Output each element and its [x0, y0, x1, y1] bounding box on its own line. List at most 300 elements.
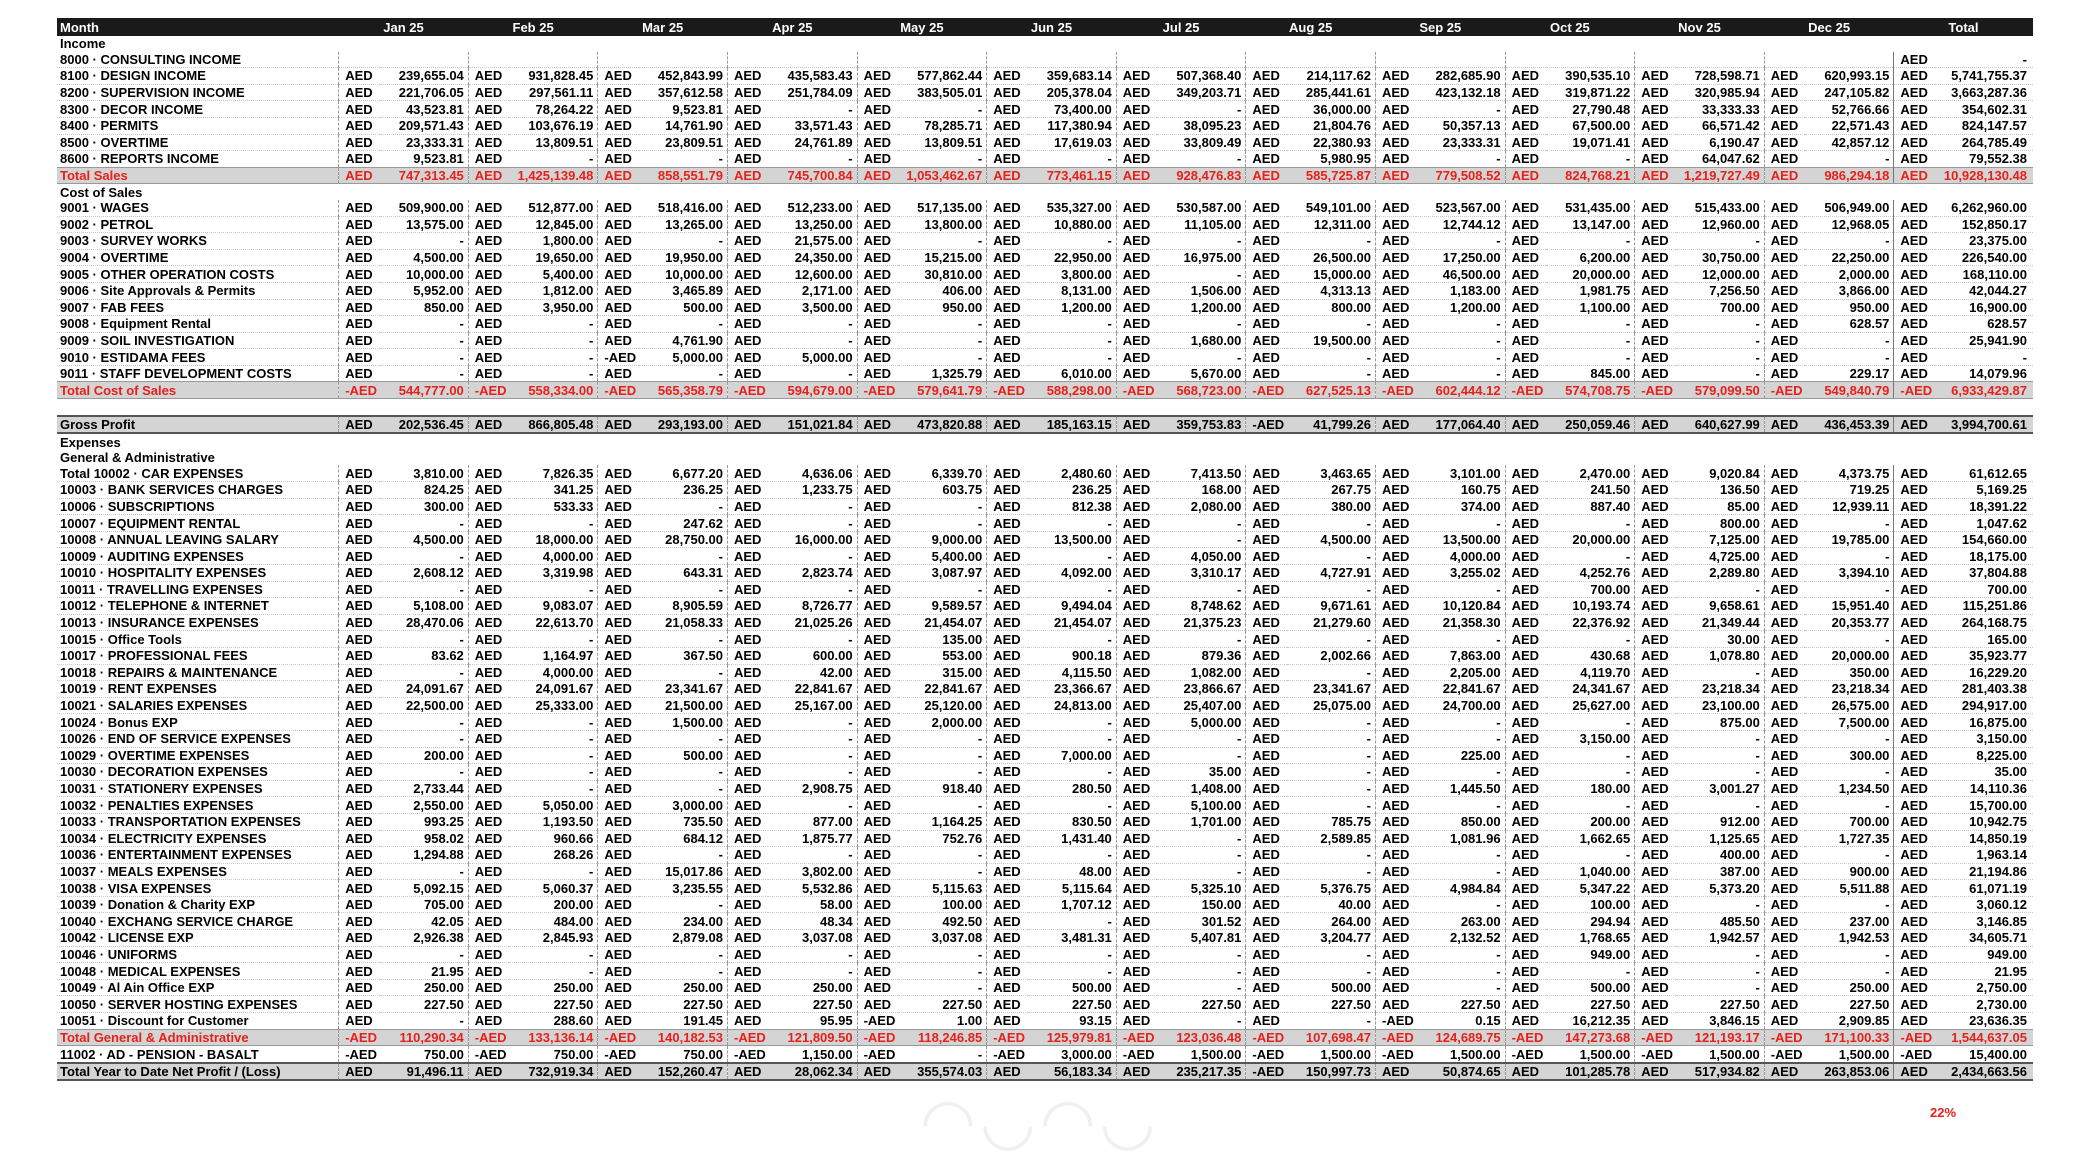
currency-cell: -AED	[987, 382, 1028, 399]
currency-cell: AED	[1635, 946, 1676, 963]
amount-cell: 21,058.33	[639, 614, 728, 631]
amount-cell: 2,470.00	[1546, 465, 1635, 481]
currency-cell: AED	[1764, 664, 1805, 681]
total-amount-cell: 152,850.17	[1935, 216, 2033, 233]
amount-cell: 812.38	[1028, 498, 1117, 515]
currency-cell: AED	[339, 416, 380, 434]
income-section-label: Income	[60, 36, 106, 52]
amount-cell: 300.00	[380, 498, 469, 515]
amount-cell: 9,083.07	[509, 598, 598, 615]
currency-cell: AED	[1764, 134, 1805, 151]
amount-cell: 9,523.81	[380, 151, 469, 168]
currency-cell: AED	[1635, 747, 1676, 764]
currency-cell: AED	[598, 531, 639, 548]
amount-cell: 10,000.00	[639, 266, 728, 283]
currency-cell: AED	[1246, 797, 1287, 814]
amount-cell: 5,050.00	[509, 797, 598, 814]
amount-cell: 918.40	[898, 780, 987, 797]
amount-cell: 533.33	[509, 498, 598, 515]
currency-cell: AED	[1116, 68, 1157, 85]
currency-cell: AED	[1635, 316, 1676, 333]
amount-cell: -	[639, 151, 728, 168]
currency-cell: AED	[857, 847, 898, 864]
amount-cell: 4,000.00	[1416, 548, 1505, 565]
amount-cell: 191.45	[639, 1013, 728, 1030]
currency-cell: AED	[598, 266, 639, 283]
total-currency-cell: AED	[1894, 249, 1935, 266]
amount-cell: -	[768, 797, 857, 814]
amount-cell: -	[639, 764, 728, 781]
currency-cell: AED	[1764, 714, 1805, 731]
currency-cell: AED	[1764, 979, 1805, 996]
amount-cell: -	[898, 764, 987, 781]
amount-cell: 643.31	[639, 565, 728, 582]
amount-cell: 30,750.00	[1676, 249, 1765, 266]
amount-cell: 46,500.00	[1416, 266, 1505, 283]
amount-cell: 24,700.00	[1416, 697, 1505, 714]
row-label: 10008 · ANNUAL LEAVING SALARY	[57, 531, 339, 548]
currency-cell: AED	[1246, 134, 1287, 151]
currency-cell: AED	[728, 365, 769, 382]
currency-cell: AED	[1505, 614, 1546, 631]
amount-cell: 23,366.67	[1028, 681, 1117, 698]
currency-cell: AED	[1246, 332, 1287, 349]
currency-cell: AED	[1116, 797, 1157, 814]
currency-cell: AED	[857, 332, 898, 349]
amount-cell: -	[1676, 896, 1765, 913]
amount-cell: 845.00	[1546, 365, 1635, 382]
amount-cell: 866,805.48	[509, 416, 598, 434]
month-header-7: Jul 25	[1116, 18, 1246, 36]
total-currency-cell: -AED	[1894, 1029, 1935, 1046]
amount-cell: 229.17	[1805, 365, 1894, 382]
currency-cell: AED	[1505, 996, 1546, 1013]
currency-cell: AED	[1116, 266, 1157, 283]
profit-loss-table	[57, 18, 2033, 1081]
total-amount-cell: 61,071.19	[1935, 880, 2033, 897]
currency-cell: AED	[1764, 830, 1805, 847]
amount-cell: 517,135.00	[898, 200, 987, 216]
cost-row	[57, 316, 2033, 333]
currency-cell: AED	[728, 515, 769, 532]
currency-cell: AED	[728, 581, 769, 598]
currency-cell: AED	[1246, 946, 1287, 963]
row-label: 10046 · UNIFORMS	[57, 946, 339, 963]
currency-cell: AED	[1116, 216, 1157, 233]
amount-cell: 52,766.66	[1805, 101, 1894, 118]
amount-cell: 355,574.03	[898, 1063, 987, 1081]
total-amount-cell: 14,110.36	[1935, 780, 2033, 797]
amount-cell: 250.00	[1805, 979, 1894, 996]
currency-cell: AED	[728, 167, 769, 184]
total-currency-cell: AED	[1894, 581, 1935, 598]
amount-cell: 4,373.75	[1805, 465, 1894, 481]
amount-cell: -	[1287, 847, 1376, 864]
income-row	[57, 101, 2033, 118]
currency-cell: AED	[1246, 714, 1287, 731]
amount-cell: 5,000.00	[768, 349, 857, 366]
expense-row	[57, 515, 2033, 532]
amount-cell: 48.34	[768, 913, 857, 930]
row-label: 10040 · EXCHANG SERVICE CHARGE	[57, 913, 339, 930]
row-label: 10010 · HOSPITALITY EXPENSES	[57, 565, 339, 582]
currency-cell: AED	[1635, 664, 1676, 681]
row-label: 10007 · EQUIPMENT RENTAL	[57, 515, 339, 532]
currency-cell: AED	[339, 266, 380, 283]
currency-cell: AED	[468, 614, 509, 631]
amount-cell: 452,843.99	[639, 68, 728, 85]
row-label: 10051 · Discount for Customer	[57, 1013, 339, 1030]
amount-cell: 3,255.02	[1416, 565, 1505, 582]
total-currency-cell: AED	[1894, 515, 1935, 532]
currency-cell: AED	[1116, 565, 1157, 582]
currency-cell: AED	[857, 647, 898, 664]
currency-cell: AED	[1505, 531, 1546, 548]
amount-cell: 3,394.10	[1805, 565, 1894, 582]
amount-cell: 4,761.90	[639, 332, 728, 349]
total-currency-cell: AED	[1894, 681, 1935, 698]
amount-cell: 20,353.77	[1805, 614, 1894, 631]
total-amount-cell: 15,700.00	[1935, 797, 2033, 814]
amount-cell: 2,550.00	[380, 797, 469, 814]
amount-cell: 4,119.70	[1546, 664, 1635, 681]
amount-cell: 205,378.04	[1028, 84, 1117, 101]
amount-cell: 121,809.50	[768, 1029, 857, 1046]
currency-cell: AED	[857, 68, 898, 85]
currency-cell: AED	[1375, 631, 1416, 648]
amount-cell: -	[1546, 515, 1635, 532]
currency-cell: AED	[1505, 647, 1546, 664]
currency-cell: AED	[339, 249, 380, 266]
amount-cell: 227.50	[380, 996, 469, 1013]
currency-cell: AED	[857, 979, 898, 996]
amount-cell: -	[1676, 797, 1765, 814]
currency-cell: AED	[1764, 282, 1805, 299]
amount-cell: 13,147.00	[1546, 216, 1635, 233]
amount-cell: -	[509, 747, 598, 764]
currency-cell: AED	[1375, 946, 1416, 963]
total-amount-cell: 6,933,429.87	[1935, 382, 2033, 399]
currency-cell: AED	[1505, 631, 1546, 648]
currency-cell: AED	[728, 282, 769, 299]
amount-cell: -	[1287, 1013, 1376, 1030]
amount-cell: 16,975.00	[1157, 249, 1246, 266]
currency-cell: AED	[1764, 515, 1805, 532]
currency-cell: AED	[1635, 913, 1676, 930]
amount-cell: 1,294.88	[380, 847, 469, 864]
currency-cell: AED	[598, 134, 639, 151]
currency-cell: AED	[339, 101, 380, 118]
total-currency-cell: AED	[1894, 797, 1935, 814]
currency-cell: AED	[339, 946, 380, 963]
amount-cell: 33,571.43	[768, 117, 857, 134]
total-currency-cell: AED	[1894, 780, 1935, 797]
currency-cell: AED	[728, 681, 769, 698]
amount-cell: 25,627.00	[1546, 697, 1635, 714]
currency-cell: AED	[728, 316, 769, 333]
amount-cell: 3,310.17	[1157, 565, 1246, 582]
currency-cell: AED	[987, 863, 1028, 880]
amount-cell: 13,809.51	[898, 134, 987, 151]
amount-cell: 26,500.00	[1287, 249, 1376, 266]
currency-cell: AED	[1505, 681, 1546, 698]
amount-cell: -	[639, 581, 728, 598]
amount-cell: 1,500.00	[1157, 1046, 1246, 1063]
currency-cell: AED	[987, 266, 1028, 283]
amount-cell: 1,445.50	[1416, 780, 1505, 797]
amount-cell: 2,823.74	[768, 565, 857, 582]
currency-cell: AED	[728, 266, 769, 283]
amount-cell: 25,120.00	[898, 697, 987, 714]
currency-cell: -AED	[1375, 1046, 1416, 1063]
currency-cell: AED	[987, 332, 1028, 349]
amount-cell: -	[380, 730, 469, 747]
amount-cell: 235,217.35	[1157, 1063, 1246, 1081]
currency-cell: AED	[339, 847, 380, 864]
currency-cell: AED	[987, 515, 1028, 532]
amount-cell: -	[1157, 847, 1246, 864]
amount-cell: 36,000.00	[1287, 101, 1376, 118]
amount-cell: 12,968.05	[1805, 216, 1894, 233]
amount-cell	[1028, 52, 1117, 68]
currency-cell: AED	[1635, 565, 1676, 582]
amount-cell: 160.75	[1416, 482, 1505, 499]
currency-cell: AED	[728, 714, 769, 731]
currency-cell: AED	[1375, 780, 1416, 797]
currency-cell: AED	[1764, 531, 1805, 548]
currency-cell: AED	[987, 780, 1028, 797]
total-amount-cell: -	[1935, 349, 2033, 366]
currency-cell: AED	[339, 548, 380, 565]
currency-cell: AED	[1116, 979, 1157, 996]
amount-cell: 50,357.13	[1416, 117, 1505, 134]
total-amount-cell: 21,194.86	[1935, 863, 2033, 880]
currency-cell: AED	[598, 200, 639, 216]
currency-cell: AED	[1116, 697, 1157, 714]
amount-cell: 383,505.01	[898, 84, 987, 101]
amount-cell: 38,095.23	[1157, 117, 1246, 134]
currency-cell: AED	[1375, 598, 1416, 615]
amount-cell: -	[1546, 316, 1635, 333]
currency-cell: AED	[468, 151, 509, 168]
currency-cell: AED	[598, 797, 639, 814]
currency-cell: AED	[598, 365, 639, 382]
total-amount-cell: 35.00	[1935, 764, 2033, 781]
currency-cell: AED	[1246, 963, 1287, 980]
amount-cell: 250.00	[768, 979, 857, 996]
amount-cell: 1,164.25	[898, 813, 987, 830]
amount-cell: 107,698.47	[1287, 1029, 1376, 1046]
currency-cell: AED	[339, 697, 380, 714]
currency-cell: AED	[1505, 167, 1546, 184]
currency-cell: -AED	[339, 1029, 380, 1046]
amount-cell: 8,905.59	[639, 598, 728, 615]
amount-cell: 523,567.00	[1416, 200, 1505, 216]
currency-cell: AED	[1246, 730, 1287, 747]
currency-cell: AED	[339, 730, 380, 747]
amount-cell: 5,060.37	[509, 880, 598, 897]
amount-cell: 1.00	[898, 1013, 987, 1030]
currency-cell: AED	[857, 565, 898, 582]
amount-cell: 19,071.41	[1546, 134, 1635, 151]
currency-cell: AED	[1764, 647, 1805, 664]
currency-cell: AED	[728, 631, 769, 648]
currency-cell: AED	[1764, 151, 1805, 168]
amount-cell: -	[639, 365, 728, 382]
currency-cell: AED	[468, 913, 509, 930]
amount-cell: 22,376.92	[1546, 614, 1635, 631]
amount-cell: 268.26	[509, 847, 598, 864]
income-row	[57, 68, 2033, 85]
currency-cell: AED	[1375, 1063, 1416, 1081]
row-label: Total General & Administrative	[57, 1029, 339, 1046]
amount-cell: -	[898, 979, 987, 996]
amount-cell: -	[768, 847, 857, 864]
total-currency-cell: AED	[1894, 647, 1935, 664]
empty-cell	[57, 399, 2033, 416]
currency-cell: AED	[1375, 515, 1416, 532]
amount-cell: 3,000.00	[639, 797, 728, 814]
currency-cell: AED	[1246, 664, 1287, 681]
currency-cell: AED	[857, 581, 898, 598]
currency-cell: AED	[339, 1013, 380, 1030]
amount-cell: 136.50	[1676, 482, 1765, 499]
amount-cell: -	[1028, 946, 1117, 963]
amount-cell: -	[1805, 581, 1894, 598]
amount-cell: 374.00	[1416, 498, 1505, 515]
amount-cell: 9,523.81	[639, 101, 728, 118]
amount-cell: 50,874.65	[1416, 1063, 1505, 1081]
total-currency-cell: -AED	[1894, 1046, 1935, 1063]
currency-cell: AED	[1505, 216, 1546, 233]
currency-cell: AED	[987, 847, 1028, 864]
row-label: 10049 · Al Ain Office EXP	[57, 979, 339, 996]
currency-cell: AED	[339, 979, 380, 996]
expense-row	[57, 930, 2033, 947]
total-currency-cell: AED	[1894, 598, 1935, 615]
currency-cell: AED	[339, 647, 380, 664]
amount-cell: 4,252.76	[1546, 565, 1635, 582]
total-currency-cell: AED	[1894, 565, 1935, 582]
amount-cell: 850.00	[380, 299, 469, 316]
currency-cell: AED	[987, 946, 1028, 963]
amount-cell: 91,496.11	[380, 1063, 469, 1081]
currency-cell: AED	[468, 747, 509, 764]
amount-cell: 21,454.07	[1028, 614, 1117, 631]
amount-cell: -	[1287, 664, 1376, 681]
currency-cell: -AED	[598, 382, 639, 399]
currency-cell: AED	[1116, 896, 1157, 913]
currency-cell: AED	[1246, 249, 1287, 266]
total-amount-cell: 21.95	[1935, 963, 2033, 980]
total-currency-cell: AED	[1894, 200, 1935, 216]
currency-cell: AED	[598, 167, 639, 184]
currency-cell: AED	[728, 151, 769, 168]
currency-cell: AED	[987, 565, 1028, 582]
amount-cell: 1,325.79	[898, 365, 987, 382]
amount-cell: 535,327.00	[1028, 200, 1117, 216]
amount-cell: -	[1546, 151, 1635, 168]
currency-cell: AED	[1246, 465, 1287, 481]
total-currency-cell: AED	[1894, 847, 1935, 864]
currency-cell: AED	[468, 498, 509, 515]
amount-cell: -	[1416, 332, 1505, 349]
currency-cell: AED	[1246, 614, 1287, 631]
amount-cell: -	[1805, 847, 1894, 864]
currency-cell: AED	[1764, 565, 1805, 582]
currency-cell: AED	[1505, 896, 1546, 913]
total-amount-cell: 2,750.00	[1935, 979, 2033, 996]
currency-cell: AED	[339, 349, 380, 366]
currency-cell: AED	[468, 1063, 509, 1081]
amount-cell: 747,313.45	[380, 167, 469, 184]
amount-cell: 3,037.08	[768, 930, 857, 947]
currency-cell: AED	[728, 797, 769, 814]
currency-cell: AED	[598, 730, 639, 747]
currency-cell: AED	[1505, 151, 1546, 168]
amount-cell: -	[1028, 581, 1117, 598]
amount-cell: 168.00	[1157, 482, 1246, 499]
currency-cell: AED	[1246, 598, 1287, 615]
amount-cell: 100.00	[1546, 896, 1635, 913]
currency-cell	[1764, 52, 1805, 68]
header-row	[57, 18, 2033, 36]
currency-cell: AED	[1246, 498, 1287, 515]
currency-cell: AED	[1764, 780, 1805, 797]
currency-cell: AED	[1116, 515, 1157, 532]
currency-cell: AED	[728, 647, 769, 664]
currency-cell: AED	[1764, 482, 1805, 499]
amount-cell: 1,500.00	[1416, 1046, 1505, 1063]
amount-cell: 515,433.00	[1676, 200, 1765, 216]
currency-cell: AED	[1505, 598, 1546, 615]
amount-cell: 177,064.40	[1416, 416, 1505, 434]
amount-cell: 1,183.00	[1416, 282, 1505, 299]
amount-cell: 10,193.74	[1546, 598, 1635, 615]
currency-cell: AED	[1116, 84, 1157, 101]
amount-cell: -	[898, 730, 987, 747]
total-currency-cell: AED	[1894, 714, 1935, 731]
currency-cell: AED	[339, 797, 380, 814]
row-label: 10038 · VISA EXPENSES	[57, 880, 339, 897]
currency-cell: AED	[728, 963, 769, 980]
amount-cell: -	[380, 233, 469, 250]
amount-cell: 2,589.85	[1287, 830, 1376, 847]
currency-cell: AED	[1635, 764, 1676, 781]
currency-cell: AED	[728, 614, 769, 631]
amount-cell: 103,676.19	[509, 117, 598, 134]
amount-cell: -	[898, 151, 987, 168]
amount-cell: -	[1157, 316, 1246, 333]
amount-cell: 800.00	[1676, 515, 1765, 532]
currency-cell: AED	[728, 979, 769, 996]
amount-cell: 1,125.65	[1676, 830, 1765, 847]
currency-cell: -AED	[728, 1046, 769, 1063]
amount-cell: 21,358.30	[1416, 614, 1505, 631]
amount-cell: 3,810.00	[380, 465, 469, 481]
amount-cell: -	[1157, 979, 1246, 996]
currency-cell: AED	[1764, 681, 1805, 698]
currency-cell: AED	[598, 101, 639, 118]
expense-row	[57, 946, 2033, 963]
amount-cell: -	[639, 631, 728, 648]
currency-cell: AED	[339, 531, 380, 548]
amount-cell: -	[1028, 332, 1117, 349]
amount-cell: -	[1546, 233, 1635, 250]
currency-cell: AED	[339, 68, 380, 85]
currency-cell: AED	[1635, 979, 1676, 996]
row-label: 10011 · TRAVELLING EXPENSES	[57, 581, 339, 598]
